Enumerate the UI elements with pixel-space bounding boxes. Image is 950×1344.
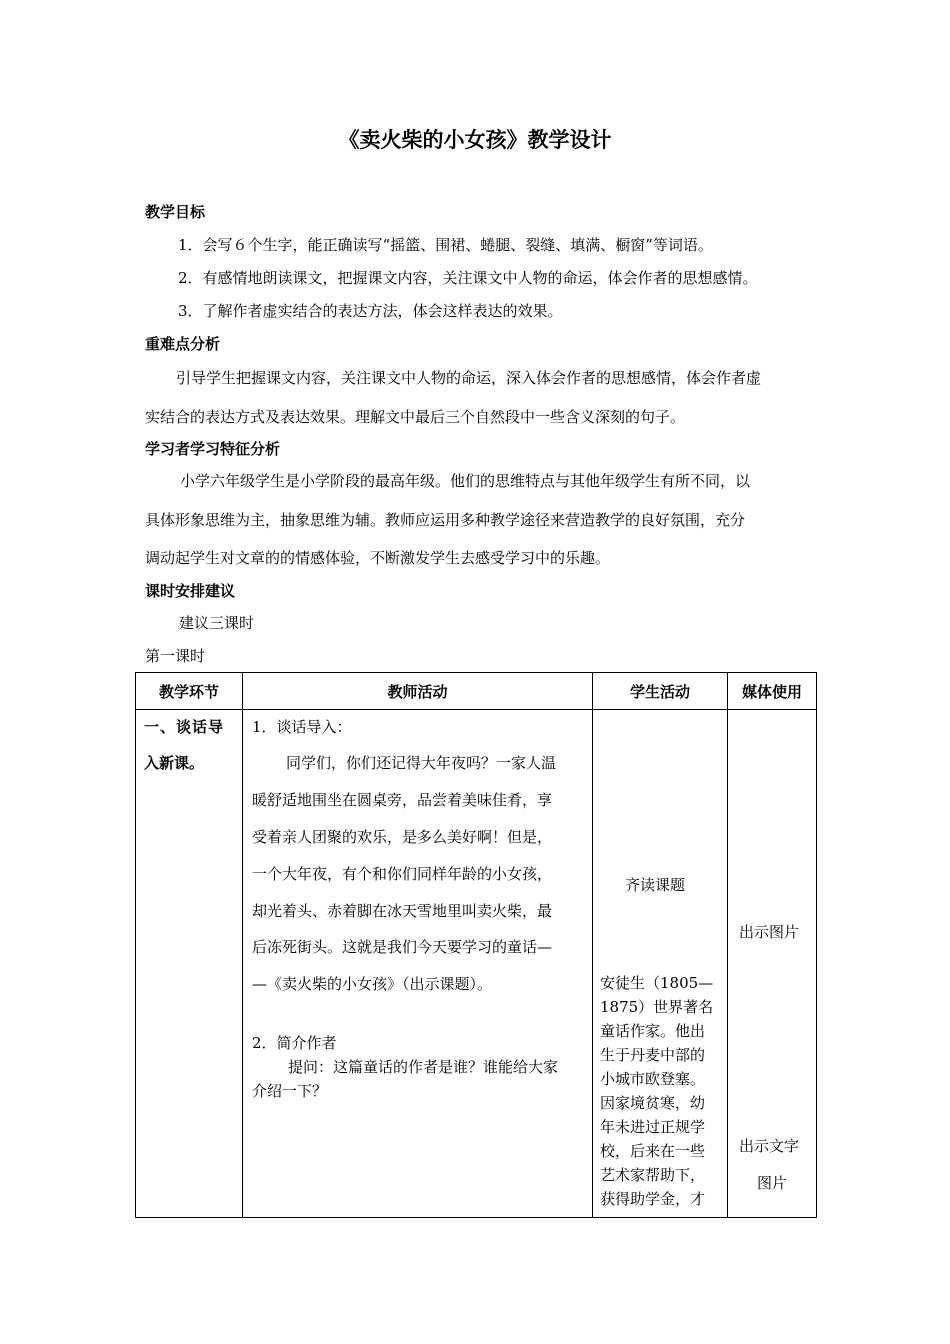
student-read-title: 齐读课题 [625, 876, 686, 894]
teacher-line: 一个大年夜，有个和你们同样年龄的小女孩， [252, 865, 553, 883]
teacher-line: 提问：这篇童话的作者是谁？谁能给大家 [288, 1058, 559, 1076]
header-stage: 教学环节 [136, 673, 243, 710]
teacher-line: —《卖火柴的小女孩》（出示课题）。 [252, 975, 493, 993]
student-author-line: 艺术家帮助下， [600, 1166, 706, 1184]
learners-line: 具体形象思维为主，抽象思维为辅。教师应运用多种教学途径来营造教学的良好氛围，充分 [145, 511, 746, 529]
student-author-line: 小城市欧登塞。 [600, 1070, 706, 1088]
student-author-line: 安徒生（1805— [600, 974, 714, 992]
difficulty-line: 实结合的表达方式及表达效果。理解文中最后三个自然段中一些含义深刻的句子。 [145, 408, 686, 426]
lesson-label: 第一课时 [145, 647, 206, 665]
student-cell [593, 710, 728, 1218]
teacher-line: 却光着头、赤着脚在冰天雪地里叫卖火柴，最 [252, 902, 553, 920]
student-author-line: 年未进过正规学 [600, 1118, 706, 1136]
objective-item: 3．了解作者虚实结合的表达方法，体会这样表达的效果。 [178, 302, 563, 320]
student-author-line: 童话作家。他出 [600, 1022, 706, 1040]
learners-line: 调动起学生对文章的的情感体验，不断激发学生去感受学习中的乐趣。 [145, 549, 611, 567]
teacher-line: 后冻死街头。这就是我们今天要学习的童话— [252, 938, 553, 956]
schedule-heading: 课时安排建议 [145, 582, 236, 600]
objectives-heading: 教学目标 [145, 203, 206, 221]
objective-item: 1．会写６个生字，能正确读写“摇篮、围裙、蜷腿、裂缝、填满、橱窗”等词语。 [178, 236, 713, 254]
objective-item: 2．有感情地朗读课文，把握课文内容，关注课文中人物的命运，体会作者的思想感情。 [178, 269, 758, 287]
media-show-picture: 出示图片 [739, 923, 800, 941]
table-header-row [136, 673, 817, 710]
teacher-line: 介绍一下？ [252, 1082, 328, 1100]
media-cell [728, 710, 817, 1218]
page-title: 《卖火柴的小女孩》教学设计 [338, 128, 612, 152]
teacher-line: 暖舒适地围坐在圆桌旁，品尝着美味佳肴，享 [252, 791, 553, 809]
teacher-line: 同学们，你们还记得大年夜吗？一家人温 [286, 754, 557, 772]
media-show-text: 出示文字 [739, 1137, 800, 1155]
learners-line: 小学六年级学生是小学阶段的最高年级。他们的思维特点与其他年级学生有所不同，以 [180, 472, 751, 490]
teacher-item2-title: 2．简介作者 [252, 1034, 337, 1052]
learners-heading: 学习者学习特征分析 [145, 440, 281, 458]
stage-line: 一、谈话导 [144, 718, 225, 736]
teacher-cell [243, 710, 593, 1218]
student-author-line: 1875）世界著名 [600, 998, 714, 1016]
table-row [136, 710, 817, 1218]
header-student: 学生活动 [593, 673, 728, 710]
media-show-text: 图片 [757, 1174, 788, 1192]
student-author-line: 因家境贫寒，幼 [600, 1094, 706, 1112]
schedule-suggestion: 建议三课时 [179, 614, 255, 632]
teacher-line: 受着亲人团聚的欢乐，是多么美好啊！但是， [252, 828, 553, 846]
student-author-line: 获得助学金，才 [600, 1190, 706, 1208]
teacher-item1-title: 1．谈话导入： [252, 718, 352, 736]
stage-cell [136, 710, 243, 1218]
difficulty-line: 引导学生把握课文内容，关注课文中人物的命运，深入体会作者的思想感情，体会作者虚 [176, 369, 762, 387]
lesson-plan-table [135, 672, 817, 1218]
difficulty-heading: 重难点分析 [145, 335, 221, 353]
student-author-line: 生于丹麦中部的 [600, 1046, 706, 1064]
header-media: 媒体使用 [728, 673, 817, 710]
student-author-line: 校，后来在一些 [600, 1142, 706, 1160]
header-teacher: 教师活动 [243, 673, 593, 710]
stage-line: 入新课。 [144, 754, 205, 772]
